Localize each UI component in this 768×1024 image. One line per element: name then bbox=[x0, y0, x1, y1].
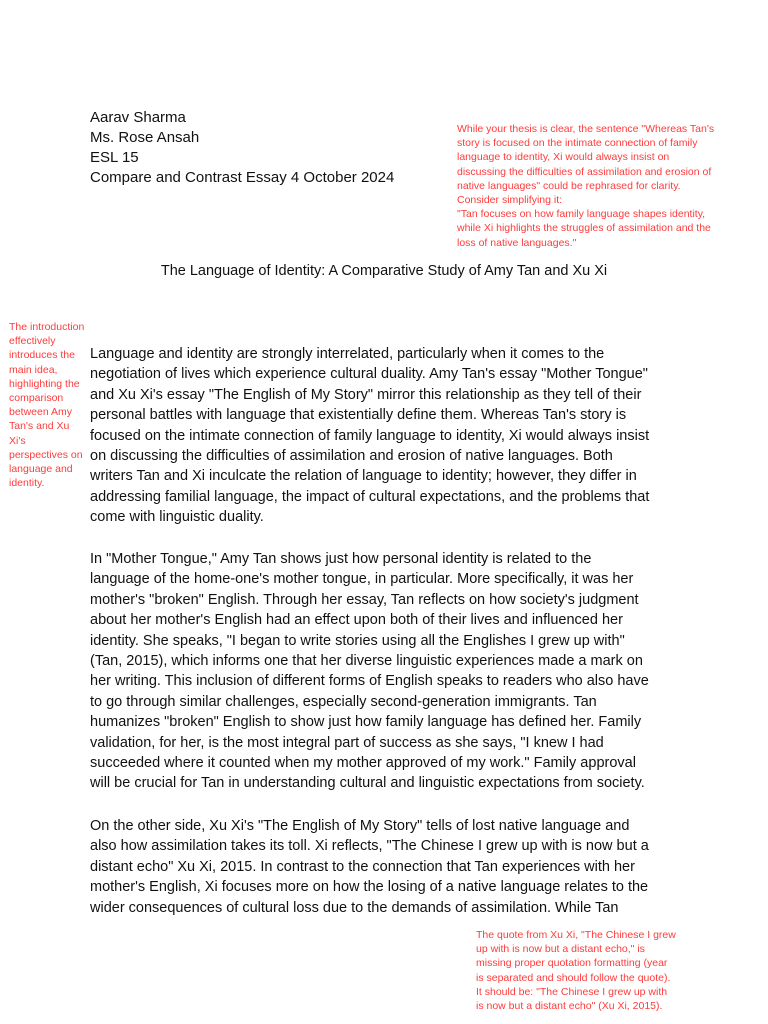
comment-line: missing proper quotation formatting (year bbox=[476, 957, 668, 970]
paragraph-line: mother's English, Xi focuses more on how the losing of a native language relates to the bbox=[90, 879, 649, 896]
comment-line: language and bbox=[9, 463, 73, 476]
paragraph-introduction bbox=[90, 344, 649, 528]
comment-line: identity. bbox=[9, 477, 45, 490]
assignment-date: Compare and Contrast Essay 4 October 2024 bbox=[90, 169, 395, 186]
comment-line: highlighting the bbox=[9, 377, 80, 390]
paragraph-line: wider consequences of cultural loss due to the demands of assimilation. While Tan bbox=[90, 899, 619, 916]
paragraph-line: to go through similar challenges, especially second-generation immigrants. Tan bbox=[90, 693, 597, 710]
paragraph-line: (Tan, 2015), which informs one that her diverse linguistic experiences made a mark on bbox=[90, 653, 643, 670]
comment-line: story is focused on the intimate connection of family bbox=[457, 137, 698, 150]
paragraph-line: validation, for her, is the most integral part of success as she says, "I knew I had bbox=[90, 734, 604, 751]
comment-line: native languages" could be rephrased for clarity. bbox=[457, 179, 681, 192]
paragraph-line: her writing. This inclusion of different forms of English speaks to readers who also have bbox=[90, 673, 649, 690]
comment-thesis-clarity bbox=[457, 122, 714, 250]
paragraph-line: On the other side, Xu Xi's "The English of My Story" tells of lost native language and bbox=[90, 818, 630, 834]
paragraph-line: mother's "broken" English. Through her essay, Tan reflects on how society's judgment bbox=[90, 591, 639, 608]
paragraph-line: also how assimilation takes its toll. Xi reflects, "The Chinese I grew up with is now but a bbox=[90, 838, 649, 855]
comment-quotation-format bbox=[476, 928, 676, 1013]
comment-line: perspectives on bbox=[9, 448, 83, 461]
comment-line: effectively bbox=[9, 335, 56, 348]
paragraph-line: In "Mother Tongue," Amy Tan shows just how personal identity is related to the bbox=[90, 551, 592, 567]
comment-line: is now but a distant echo" (Xu Xi, 2015). bbox=[476, 1000, 663, 1013]
comment-line: discussing the difficulties of assimilation and erosion of bbox=[457, 165, 712, 178]
paragraph-line: writers Tan and Xi inculcate the relation of language to identity; however, they differ in bbox=[90, 468, 637, 485]
paragraph-line: identity. She speaks, "I began to write stories using all the Englishes I grew up with" bbox=[90, 632, 625, 649]
comment-line: The introduction bbox=[9, 321, 85, 333]
essay-header bbox=[90, 108, 394, 188]
paragraph-mother-tongue bbox=[90, 549, 649, 794]
comment-line: introduces the bbox=[9, 349, 75, 362]
student-name: Aarav Sharma bbox=[90, 109, 186, 126]
course-name: ESL 15 bbox=[90, 149, 139, 166]
paragraph-line: succeeded where it counted when my mother approved of my work." Family approval bbox=[90, 755, 636, 772]
comment-line: Xi's bbox=[9, 434, 26, 447]
paragraph-english-of-my-story bbox=[90, 816, 649, 918]
paragraph-line: negotiation of lives which experience cultural duality. Amy Tan's essay "Mother Tongue" bbox=[90, 366, 648, 383]
paragraph-line: humanizes "broken" English to show just how family language has defined her. Family bbox=[90, 714, 642, 731]
paragraph-line: language of the home-one's mother tongue, in particular. More specifically, it was her bbox=[90, 571, 634, 588]
essay-title: The Language of Identity: A Comparative Study of Amy Tan and Xu Xi bbox=[160, 263, 608, 279]
comment-line: is separated and should follow the quote). bbox=[476, 971, 671, 984]
comment-line: main idea, bbox=[9, 363, 58, 376]
paragraph-line: addressing familial language, the impact of cultural expectations, and the problems that bbox=[90, 488, 650, 505]
paragraph-line: will be crucial for Tan in understanding cultural and linguistic expectations from society. bbox=[90, 775, 645, 792]
paragraph-line: personal battles with language that existentially define them. Whereas Tan's story is bbox=[90, 407, 627, 424]
instructor-name: Ms. Rose Ansah bbox=[90, 129, 200, 146]
paragraph-line: focused on the intimate connection of family language to identity, Xi would always insist bbox=[90, 427, 650, 444]
comment-introduction bbox=[9, 320, 84, 490]
comment-line: The quote from Xu Xi, "The Chinese I grew bbox=[476, 929, 676, 941]
comment-line: loss of native languages." bbox=[457, 236, 577, 249]
comment-line: comparison bbox=[9, 392, 64, 405]
paragraph-line: come with linguistic duality. bbox=[90, 509, 264, 526]
comment-line: while Xi highlights the struggles of assimilation and the bbox=[457, 222, 711, 235]
comment-line: While your thesis is clear, the sentence "Whereas Tan's bbox=[457, 123, 715, 135]
comment-line: Consider simplifying it: bbox=[457, 194, 563, 207]
paragraph-line: Language and identity are strongly interrelated, particularly when it comes to the bbox=[90, 346, 605, 362]
paragraph-line: about her mother's English had an effect upon both of their lives and influenced her bbox=[90, 612, 623, 629]
comment-line: Tan's and Xu bbox=[9, 420, 70, 433]
comment-line: up with is now but a distant echo," is bbox=[476, 943, 645, 956]
paragraph-line: on discussing the difficulties of assimilation and erosion of native languages. Both bbox=[90, 448, 613, 465]
comment-line: It should be: "The Chinese I grew up with bbox=[476, 985, 668, 998]
comment-line: between Amy bbox=[9, 406, 73, 419]
paragraph-line: and Xu Xi's essay "The English of My Story" mirror this relationship as they tell of their bbox=[90, 386, 642, 403]
comment-line: language to identity, Xi would always insist on bbox=[457, 151, 670, 164]
paragraph-line: distant echo" Xu Xi, 2015. In contrast to the connection that Tan experiences with her bbox=[90, 858, 635, 875]
comment-line: "Tan focuses on how family language shapes identity, bbox=[457, 208, 706, 221]
